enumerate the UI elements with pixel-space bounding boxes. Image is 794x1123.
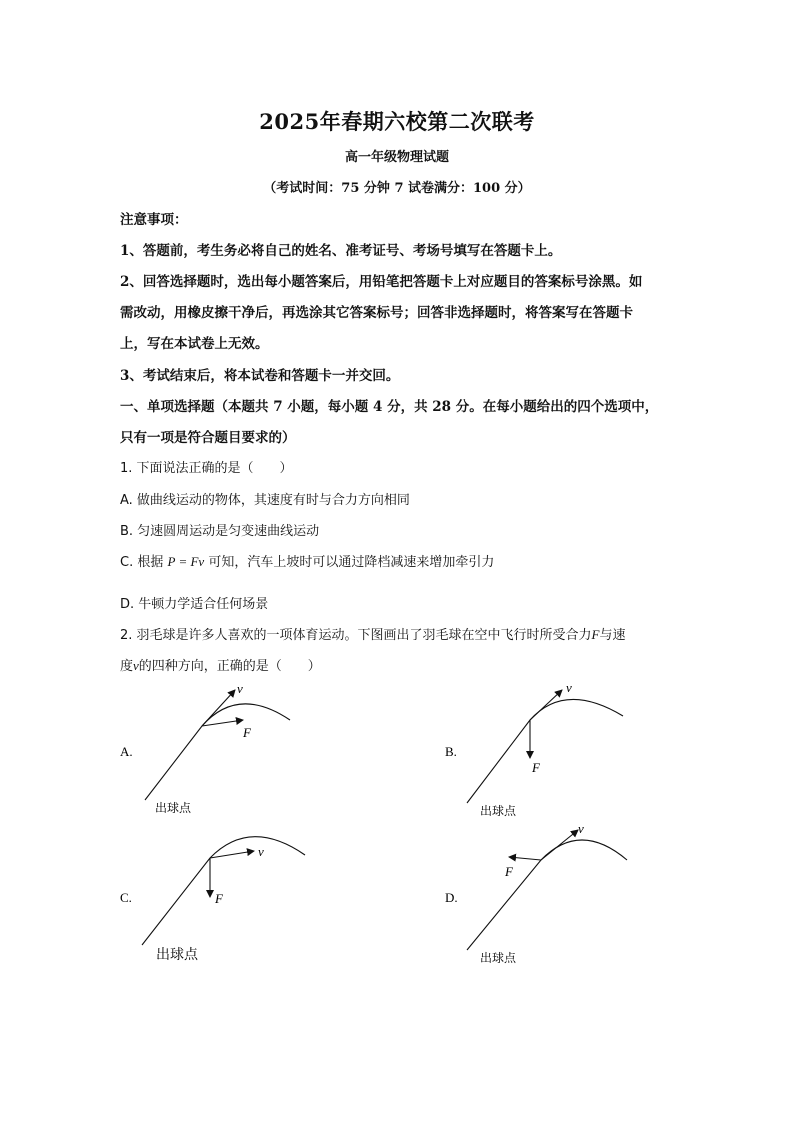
force-arrow [509, 857, 541, 860]
force-arrow [202, 720, 243, 726]
q1-option-c-formula: P = Fv [167, 554, 205, 569]
q1-option-a: A. 做曲线运动的物体，其速度有时与合力方向相同 [120, 493, 410, 508]
force-label: F [215, 891, 223, 906]
q1-option-c-suffix: 可知，汽车上坡时可以通过降档减速来增加牵引力 [208, 555, 495, 570]
q1-option-d: D. 牛顿力学适合任何场景 [120, 597, 269, 612]
exam-title: 2025年春期六校第二次联考 [259, 109, 535, 134]
velocity-label: v [237, 681, 243, 696]
q1-option-c [120, 551, 494, 570]
notice-item-2-line-2: 需改动，用橡皮擦干净后，再选涂其它答案标号；回答非选择题时，将答案写在答题卡 [120, 305, 633, 321]
start-point-label: 出球点 [155, 801, 192, 815]
start-point-label: 出球点 [480, 951, 517, 965]
q2-figure-c [120, 825, 320, 970]
trajectory-curve [467, 699, 623, 803]
force-label: F [243, 725, 251, 740]
notice-item-2-line-3: 上，写在本试卷上无效。 [120, 336, 269, 352]
notice-item-2-line-1: 2、回答选择题时，选出每小题答案后，用铅笔把答题卡上对应题目的答案标号涂黑。如 [120, 274, 643, 290]
q1-option-c-prefix: C. 根据 [120, 555, 164, 570]
option-label: D. [445, 890, 458, 905]
q2-stem-line-2-start: 度 [120, 659, 134, 674]
velocity-arrow [530, 690, 562, 720]
velocity-label: v [566, 680, 572, 695]
option-label: C. [120, 890, 132, 905]
exam-subtitle: 高一年级物理试题 [344, 150, 449, 165]
notice-item-1: 1、答题前，考生务必将自己的姓名、准考证号、考场号填写在答题卡上。 [120, 243, 562, 259]
q2-figure-a [120, 680, 320, 820]
q2-stem-line-1-end: 与速 [599, 628, 626, 643]
notice-heading: 注意事项： [120, 212, 188, 228]
exam-time-info: （考试时间：75 分钟 7 试卷满分：100 分） [263, 181, 531, 196]
start-point-label: 出球点 [480, 804, 517, 818]
start-point-label: 出球点 [156, 947, 198, 963]
trajectory-curve [145, 704, 290, 800]
velocity-label: v [258, 844, 264, 859]
option-label: B. [445, 744, 457, 759]
option-label: A. [120, 744, 133, 759]
q2-figure-d [445, 820, 645, 970]
q1-option-b: B. 匀速圆周运动是匀变速曲线运动 [120, 524, 320, 539]
trajectory-curve [142, 837, 305, 945]
velocity-arrow [202, 690, 235, 726]
section-heading-line-2: 只有一项是符合题目要求的） [120, 430, 296, 446]
q2-stem-line-1 [120, 624, 626, 643]
force-label: F [532, 760, 540, 775]
q2-stem-force-symbol: F [591, 627, 600, 642]
q1-stem: 1. 下面说法正确的是（ ） [120, 461, 293, 476]
force-label: F [505, 864, 513, 879]
velocity-arrow [541, 830, 578, 860]
q2-stem-line-1-text: 2. 羽毛球是许多人喜欢的一项体育运动。下图画出了羽毛球在空中飞行时所受合力 [120, 628, 592, 643]
q2-stem-line-2 [120, 655, 321, 674]
q2-figure-b [445, 678, 645, 823]
velocity-label: v [578, 821, 584, 836]
notice-item-3: 3、考试结束后，将本试卷和答题卡一并交回。 [120, 368, 400, 384]
q2-stem-line-2-text: 的四种方向，正确的是（ ） [138, 659, 321, 674]
q2-stem-velocity-symbol: v [133, 658, 139, 673]
trajectory-curve [467, 840, 627, 950]
section-heading-line-1: 一、单项选择题（本题共 7 小题，每小题 4 分，共 28 分。在每小题给出的四个选项中， [120, 399, 659, 415]
